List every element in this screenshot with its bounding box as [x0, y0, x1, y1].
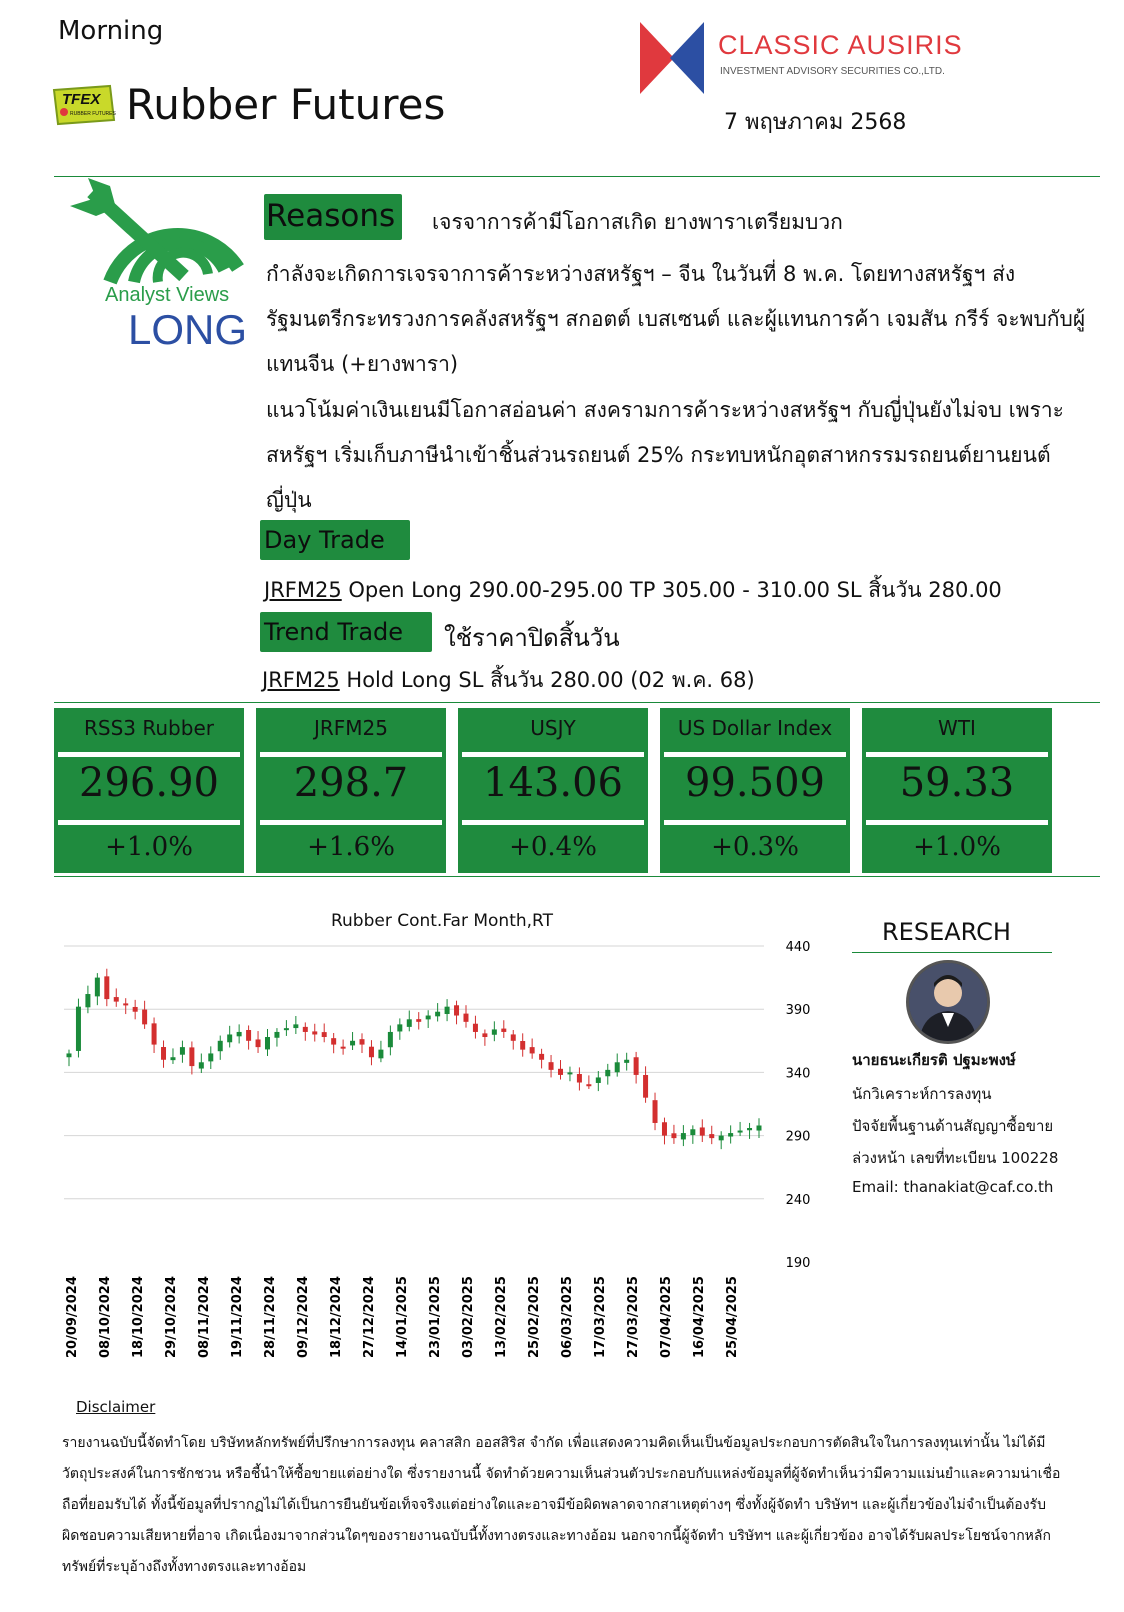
candle-body [369, 1047, 374, 1058]
price-chart [54, 900, 834, 1390]
day-trade-line [264, 574, 1002, 607]
y-tick-label: 390 [785, 1003, 811, 1019]
candle-body [700, 1127, 705, 1135]
candle-body [104, 976, 109, 999]
trend-trade-text: Hold Long SL สิ้นวัน 280.00 (02 พ.ค. 68) [346, 668, 755, 692]
candle-body [530, 1047, 535, 1053]
candle-body [85, 994, 90, 1007]
candle-body [397, 1024, 402, 1031]
candle-body [360, 1039, 365, 1044]
brand-name: CLASSIC AUSIRIS [718, 30, 963, 60]
trend-trade-note: ใช้ราคาปิดสิ้นวัน [444, 624, 620, 652]
price-card-dxy [660, 708, 850, 873]
x-tick-label: 14/01/2025 [395, 1276, 410, 1358]
target-icon [68, 176, 248, 288]
candle-body [350, 1041, 355, 1046]
candle-body [690, 1129, 695, 1135]
card-change: +0.4% [509, 832, 597, 862]
x-tick-label: 27/03/2025 [626, 1276, 641, 1358]
card-value: 143.06 [483, 760, 623, 806]
candle-body [492, 1029, 497, 1034]
research-heading: RESEARCH [882, 918, 1011, 946]
candle-body [501, 1029, 506, 1032]
x-tick-label: 07/04/2025 [659, 1276, 674, 1358]
candle-body [463, 1014, 468, 1022]
divider [54, 702, 1100, 703]
card-divider [58, 752, 240, 757]
candle-body [511, 1034, 516, 1040]
candle-body [416, 1019, 421, 1022]
card-change: +1.0% [105, 832, 193, 862]
stance-label: LONG [128, 306, 248, 353]
candle-body [454, 1005, 459, 1015]
candle-body [473, 1024, 478, 1032]
candle-body [596, 1077, 601, 1083]
price-card-jrfm25 [256, 708, 446, 873]
card-divider [866, 820, 1048, 825]
x-tick-label: 25/02/2025 [527, 1276, 542, 1358]
x-tick-label: 13/02/2025 [494, 1276, 509, 1358]
candle-body [189, 1047, 194, 1066]
candle-body [256, 1039, 261, 1047]
candle-body [123, 1003, 128, 1005]
candle-body [482, 1033, 487, 1037]
candle-body [76, 1007, 81, 1051]
x-tick-label: 16/04/2025 [692, 1276, 707, 1358]
analyst-name: นายธนะเกียรติ ปฐมะพงษ์ [852, 1051, 1016, 1069]
candle-body [378, 1050, 383, 1059]
candle-body [653, 1100, 658, 1123]
y-tick-label: 240 [785, 1192, 811, 1208]
x-tick-label: 25/04/2025 [725, 1276, 740, 1358]
price-card-usjy [458, 708, 648, 873]
trend-trade-label: Trend Trade [260, 612, 432, 652]
report-date: 7 พฤษภาคม 2568 [724, 110, 907, 135]
card-change: +1.0% [913, 832, 1001, 862]
card-divider [260, 820, 442, 825]
morning-label: Morning [58, 16, 164, 46]
candle-body [161, 1047, 166, 1060]
card-divider [462, 820, 644, 825]
price-card-rss3 [54, 708, 244, 873]
candle-body [662, 1122, 667, 1135]
x-tick-label: 28/11/2024 [263, 1276, 278, 1358]
x-tick-label: 18/10/2024 [131, 1276, 146, 1358]
candle-body [114, 997, 119, 1002]
chart-title: Rubber Cont.Far Month,RT [330, 911, 554, 931]
company-logo [640, 22, 704, 94]
candle-body [605, 1070, 610, 1076]
y-tick-label: 340 [785, 1066, 811, 1082]
y-tick-label: 440 [785, 940, 811, 955]
candle-body [265, 1037, 270, 1049]
candle-body [747, 1128, 752, 1130]
card-divider [462, 752, 644, 757]
page-title: Rubber Futures [126, 80, 446, 129]
candle-body [435, 1012, 440, 1017]
candle-body [407, 1019, 412, 1027]
card-divider [664, 752, 846, 757]
x-tick-label: 19/11/2024 [230, 1276, 245, 1358]
candle-body [67, 1053, 72, 1057]
candle-body [577, 1074, 582, 1082]
candle-body [567, 1072, 572, 1074]
candle-body [728, 1133, 733, 1136]
x-tick-label: 23/01/2025 [428, 1276, 443, 1358]
card-label: RSS3 Rubber [84, 716, 214, 740]
disclaimer-text: รายงานฉบับนี้จัดทำโดย บริษัทหลักทรัพย์ที่ปรึกษาการลงทุน คลาสสิก ออสสิริส จำกัด เพื่อแสดงความคิดเห็นเป็นข้อมูลประกอบการตัดสินใจในการลงทุนเท่านั้น ไม่ได้มีวัตถุประสงค์ในการชักชวน หรือชี้นำให้ซื้อขายแต่อย่างใด ซึ่งรายงานนี้ จัดทำด้วยความเห็นส่วนตัวประกอบกับแหล่งข้อมูลที่ผู้จัดทำเห็นว่ามีความแม่นยำและความน่าเชื่อถือที่ยอมรับได้ ทั้งนี้ข้อมูลที่ปรากฏไม่ได้เป็นการยืนยันข้อเท็จจริงแต่อย่างใดและอาจมีข้อผิดพลาดจากสาเหตุต่างๆ ซึ่งทั้งผู้จัดทำ บริษัทฯ และผู้เกี่ยวข้องไม่จำเป็นต้องรับผิดชอบความเสียหายที่อาจ เกิดเนื่องมาจากส่วนใดๆของรายงานฉบับนี้ทั้งทางตรงและทางอ้อม นอกจากนี้ผู้จัดทำ บริษัทฯ และผู้เกี่ยวข้อง อาจได้รับผลประโยชน์จากหลักทรัพย์ที่ระบุอ้างถึงทั้งทางตรงและทางอ้อม [62, 1435, 1061, 1575]
candle-body [218, 1041, 223, 1051]
brand-subtitle: INVESTMENT ADVISORY SECURITIES CO.,LTD. [720, 66, 945, 77]
candle-body [274, 1032, 279, 1038]
candle-body [558, 1069, 563, 1075]
analyst-email: Email: thanakiat@caf.co.th [852, 1178, 1054, 1196]
card-value: 59.33 [899, 760, 1015, 806]
candle-body [284, 1028, 289, 1030]
trend-trade-symbol: JRFM25 [262, 668, 340, 692]
analyst-avatar [906, 960, 990, 1044]
day-trade-text: Open Long 290.00-295.00 TP 305.00 - 310.00 SL สิ้นวัน 280.00 [348, 578, 1002, 602]
card-value: 99.509 [685, 760, 825, 806]
reason-paragraph-1: กำลังจะเกิดการเจรจาการค้าระหว่างสหรัฐฯ – จีน ในวันที่ 8 พ.ค. โดยทางสหรัฐฯ ส่งรัฐมนตรีกระทรวงการคลังสหรัฐฯ สกอตต์ เบสเซนต์ และผู้แทนการค้า เจมสัน กรีร์ จะพบกับผู้แทนจีน (+ยางพารา) [266, 262, 1086, 376]
candle-body [426, 1016, 431, 1020]
day-trade-label: Day Trade [260, 520, 410, 560]
analyst-line-2: ล่วงหน้า เลขที่ทะเบียน 100228 [852, 1149, 1059, 1167]
card-label: US Dollar Index [677, 716, 833, 740]
candle-body [246, 1030, 251, 1041]
card-divider [664, 820, 846, 825]
y-tick-label: 290 [785, 1129, 811, 1145]
candle-body [208, 1053, 213, 1061]
candle-body [738, 1131, 743, 1133]
tfex-sub-text: RUBBER FUTURES [70, 111, 116, 117]
card-divider [866, 752, 1048, 757]
divider [54, 876, 1100, 877]
candle-body [445, 1007, 450, 1014]
candle-body [293, 1024, 298, 1028]
candle-body [624, 1060, 629, 1063]
candle-body [227, 1034, 232, 1042]
candle-body [322, 1032, 327, 1037]
disclaimer-title: Disclaimer [76, 1398, 156, 1416]
candle-body [388, 1032, 393, 1047]
x-tick-label: 06/03/2025 [560, 1276, 575, 1358]
reason-paragraph-2: แนวโน้มค่าเงินเยนมีโอกาสอ่อนค่า สงครามการค้าระหว่างสหรัฐฯ กับญี่ปุ่นยังไม่จบ เพราะสหรัฐฯ เริ่มเก็บภาษีนำเข้าชิ้นส่วนรถยนต์ 25% กระทบหนักอุตสาหกรรมรถยนต์ยานยนต์ญี่ปุ่น [266, 398, 1064, 512]
trend-trade-line [262, 664, 755, 697]
card-value: 296.90 [79, 760, 219, 806]
x-tick-label: 20/09/2024 [65, 1276, 80, 1358]
x-tick-label: 27/12/2024 [362, 1276, 377, 1358]
x-tick-label: 29/10/2024 [164, 1276, 179, 1358]
candle-body [634, 1057, 639, 1075]
x-tick-label: 03/02/2025 [461, 1276, 476, 1358]
day-trade-symbol: JRFM25 [264, 578, 342, 602]
candle-body [520, 1041, 525, 1050]
x-tick-label: 08/10/2024 [98, 1276, 113, 1358]
card-divider [58, 820, 240, 825]
candle-body [303, 1027, 308, 1032]
candle-body [170, 1057, 175, 1060]
candle-body [539, 1054, 544, 1060]
reasons-headline: เจรจาการค้ามีโอกาสเกิด ยางพาราเตรียมบวก [432, 210, 843, 234]
candle-body [719, 1136, 724, 1141]
card-change: +1.6% [307, 832, 395, 862]
reasons-label: Reasons [264, 194, 402, 240]
card-change: +0.3% [711, 832, 799, 862]
candle-body [709, 1134, 714, 1138]
candle-body [671, 1133, 676, 1138]
candle-body [586, 1084, 591, 1086]
x-tick-label: 08/11/2024 [197, 1276, 212, 1358]
divider [852, 952, 1052, 953]
candle-body [180, 1047, 185, 1055]
analyst-role: นักวิเคราะห์การลงทุน [852, 1085, 992, 1103]
analyst-views-label: Analyst Views [105, 284, 230, 306]
candle-body [331, 1038, 336, 1044]
candle-body [757, 1125, 762, 1130]
y-tick-label: 190 [785, 1256, 811, 1271]
x-tick-label: 18/12/2024 [329, 1276, 344, 1358]
card-value: 298.7 [293, 760, 409, 806]
candle-body [312, 1031, 317, 1034]
analyst-line-1: ปัจจัยพื้นฐานด้านสัญญาซื้อขาย [852, 1117, 1054, 1135]
card-label: JRFM25 [313, 716, 388, 740]
tfex-logo [50, 84, 116, 126]
candle-body [341, 1047, 346, 1049]
x-tick-label: 17/03/2025 [593, 1276, 608, 1358]
candle-body [237, 1032, 242, 1036]
x-tick-label: 09/12/2024 [296, 1276, 311, 1358]
tfex-badge-text: TFEX [62, 91, 101, 108]
candle-body [199, 1062, 204, 1068]
candle-body [643, 1075, 648, 1098]
card-label: WTI [938, 716, 976, 740]
card-label: USJY [530, 716, 576, 740]
candle-body [142, 1010, 147, 1025]
candle-body [95, 978, 100, 997]
candle-body [152, 1023, 157, 1044]
card-divider [260, 752, 442, 757]
candle-body [549, 1062, 554, 1070]
price-card-wti [862, 708, 1052, 873]
candle-body [681, 1133, 686, 1139]
candle-body [615, 1062, 620, 1072]
candle-body [133, 1007, 138, 1012]
